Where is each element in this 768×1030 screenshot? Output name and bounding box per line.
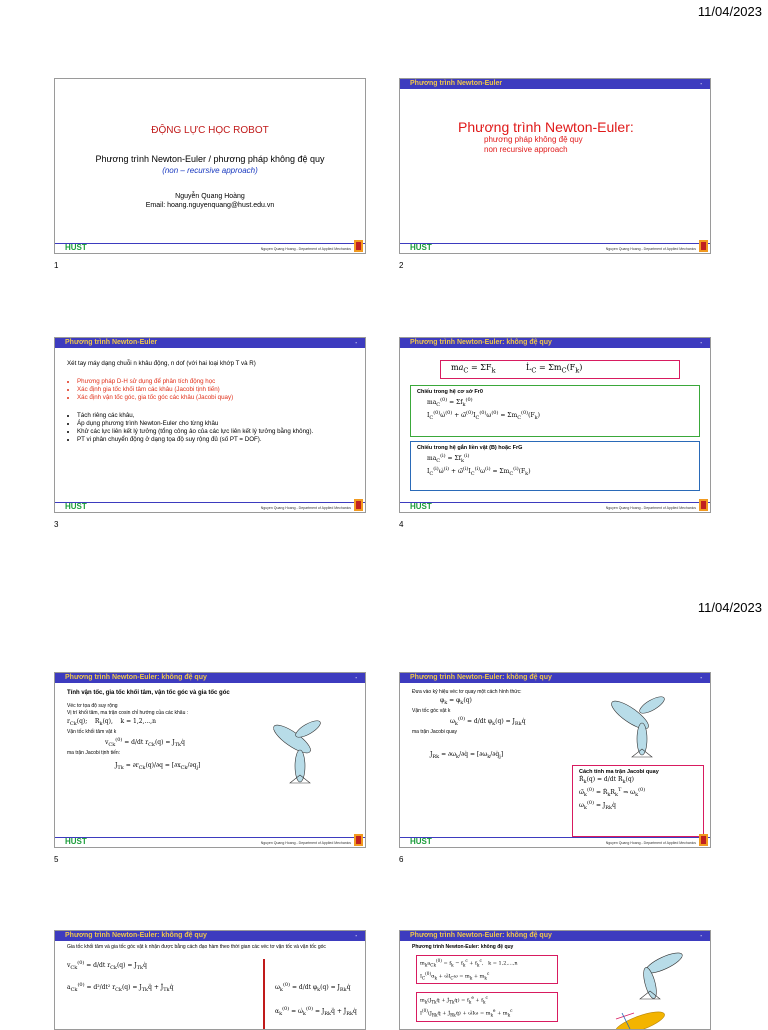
jacobian-method-box: Cách tính ma trận Jacobi quay Ṙ$_k$(q) = d/dt $R_k(q)$ $\omegã_k^{(0)}$ = $Ṙ_kR_k^T$ ⇒ $\omega_k^{(0)}$ $\omega_k^{(0)}$ = $J_{Rk}q̇$	[572, 765, 704, 837]
slide-text: Véc tơ tọa độ suy rộng	[67, 703, 118, 709]
slide-footer	[55, 502, 365, 512]
equation-box: $m_ka_{Ck}^{(0)} = f_k - f_k^c + f_k^c$, k = 1,2,...,n $I_C^{(0)}\alpha_k$ + $\omegãI_C\omega = m_k + m_k^c$	[416, 955, 558, 984]
equation: $\alpha_k^{(0)}$ = $\omegȧ_k^{(0)}$ = $J_{Rk}q̈$ + $J̇_{Rk}q̇$	[275, 1006, 357, 1018]
robot-arm-icon	[600, 943, 700, 1030]
slide-text: Vận tốc góc vật k	[412, 708, 451, 715]
slide-page-mark: -	[355, 340, 357, 346]
university-logo-icon	[354, 499, 363, 511]
email: Email: hoang.nguyenquang@hust.edu.vn	[145, 202, 275, 209]
bullet-item: • Khử các lực liên kết lý tưởng (tổng công ảo của các lực liên kết lý tưởng bằng không).	[77, 428, 353, 436]
slide-note: (non – recursive approach)	[162, 166, 258, 175]
slide-5[interactable]	[54, 672, 366, 848]
footer-credit: Nguyen Quang Hoang - Department of Applied Mechanics	[605, 506, 696, 510]
page-number: 3	[54, 520, 59, 529]
box-title: Chiếu trong hệ cơ sở Fr0	[417, 388, 483, 395]
slide-text: ma trận Jacobi tịnh tiến:	[67, 750, 121, 757]
hust-logo: HUST	[65, 837, 87, 846]
slide-page-mark: -	[700, 81, 702, 87]
equation-box: Chiếu trong hệ cơ sở Fr0 $ma_C^{(0)} = \Sigma f_k^{(0)}$ $I_C^{(0)}\omegȧ^{(0)}$ + $\omegã^{(0)}I_C^{(0)}\omega^{(0)} = \Sigma m_C^{(0)}(F_k)$	[410, 385, 700, 437]
equation-box: $m_k(J_{Tk}q̈$ + $J̇_{Tk}q̇) = f_k^e + f_k^c$ $I^{(0)}(J_{Rk}q̈$ + $J̇_{Rk}q̇$) + ω̃Iω = $m_k^e + m_k^c$	[416, 992, 558, 1021]
slide-footer	[55, 243, 365, 253]
slide-page-mark: -	[355, 675, 357, 681]
bullet-item: • PT vi phân chuyển động ở dạng tọa độ suy rộng đủ (số PT = DOF).	[77, 436, 353, 444]
page-number: 6	[399, 855, 404, 864]
author: Nguyễn Quang Hoàng	[175, 193, 245, 200]
header-title: Phương trình Newton-Euler	[65, 339, 158, 346]
header-title: Phương trình Newton-Euler: không đệ quy	[410, 932, 552, 939]
university-logo-icon	[699, 240, 708, 252]
equation: $a_{Ck}^{(0)} = d^2/dt^2$ $r_{Ck}(q)$ = $J_{Tk}q̈$ + $J̇_{Tk}q̇$	[67, 982, 174, 994]
slide-subtitle: non recursive approach	[484, 145, 568, 154]
slide-footer	[400, 837, 710, 847]
slide-footer	[400, 502, 710, 512]
page-date: 11/04/2023	[697, 600, 762, 615]
equation-box: $ma_C = \Sigma F_k$ $L̇_C = \Sigma m_C(F_k)$	[440, 360, 680, 379]
footer-credit: Nguyen Quang Hoang - Department of Applied Mechanics	[605, 841, 696, 845]
slide-page-mark: -	[700, 340, 702, 346]
hust-logo: HUST	[65, 502, 87, 511]
hust-logo: HUST	[410, 837, 432, 846]
slide-text: Gia tốc khối tâm và gia tốc góc vật k nhận được bằng cách đạo hàm theo thời gian các véc tơ vận tốc và vận tốc góc	[67, 944, 326, 950]
slide-1[interactable]	[54, 78, 366, 254]
slide-6[interactable]	[399, 672, 711, 848]
slide-text: Vị trí khối tâm, ma trận cosin chỉ hướng của các khâu :	[67, 710, 189, 716]
slide-text: Vận tốc khối tâm vật k	[67, 729, 117, 736]
bullet-item: • Áp dụng phương trình Newton-Euler cho từng khâu	[77, 420, 353, 428]
header-title: Phương trình Newton-Euler: không đệ quy	[410, 674, 552, 681]
slide-header	[400, 931, 710, 941]
slide-title: Phương trình Newton-Euler:	[458, 119, 634, 135]
slide-heading: Tính vận tốc, gia tốc khối tâm, vận tốc góc và gia tốc góc	[67, 690, 230, 696]
page-number: 5	[54, 855, 59, 864]
hust-logo: HUST	[410, 243, 432, 252]
slide-2[interactable]	[399, 78, 711, 254]
box-title: Chiếu trong hệ gắn liền vật (B) hoặc FrG	[417, 444, 523, 451]
bullet-item: • Tách riêng các khâu,	[77, 412, 353, 420]
bullet-item: • Xác định vận tốc góc, gia tốc góc các khâu (Jacobi quay)	[77, 394, 353, 402]
slide-7[interactable]	[54, 930, 366, 1030]
page-number: 1	[54, 261, 59, 270]
slide-subtitle: Phương trình Newton-Euler / phương pháp không đệ quy	[95, 154, 325, 164]
equation: $v_{Ck}^{(0)} = d/dt$ $r_{Ck}(q)$ = $J_{Tk}q̇$	[67, 960, 147, 972]
equation: $\varphi_k = \varphi_k(q)$	[440, 697, 472, 707]
slide-page-mark: -	[700, 675, 702, 681]
slide-footer	[400, 243, 710, 253]
footer-credit: Nguyen Quang Hoang - Department of Applied Mechanics	[260, 247, 351, 251]
slide-header	[55, 931, 365, 941]
box-title: Cách tính ma trận Jacobi quay	[579, 769, 659, 775]
slide-subtitle: phương pháp không đệ quy	[484, 135, 583, 144]
university-logo-icon	[699, 499, 708, 511]
slide-header	[400, 79, 710, 89]
header-title: Phương trình Newton-Euler: không đệ quy	[65, 932, 207, 939]
slide-text: ma trận Jacobi quay	[412, 729, 458, 736]
slide-8[interactable]	[399, 930, 711, 1030]
slide-title: ĐỘNG LỰC HỌC ROBOT	[151, 125, 269, 136]
slide-footer	[55, 837, 365, 847]
university-logo-icon	[354, 834, 363, 846]
university-logo-icon	[699, 834, 708, 846]
slide-page-mark: -	[700, 933, 702, 939]
page-number: 4	[399, 520, 404, 529]
bullet-item: • Xác định gia tốc khối tâm các khâu (Jacobi tịnh tiến)	[77, 386, 353, 394]
slide-header	[400, 673, 710, 683]
slide-4[interactable]	[399, 337, 711, 513]
page-number: 2	[399, 261, 404, 270]
footer-credit: Nguyen Quang Hoang - Department of Applied Mechanics	[605, 247, 696, 251]
footer-credit: Nguyen Quang Hoang - Department of Applied Mechanics	[260, 506, 351, 510]
divider	[263, 959, 265, 1029]
slide-heading: Phương trình Newton-Euler: không đệ quy	[412, 944, 514, 950]
page-date: 11/04/2023	[697, 4, 762, 19]
robot-arm-icon	[260, 711, 330, 791]
equation: $J_{Tk} = \partial r_{Ck}(q)/\partial q = [\partial x_{Ck}/\partial q_j]$	[115, 762, 201, 772]
equation: $\omega_k^{(0)} = d/dt$ $\varphi_k(q)$ = $J_{Rk}q̇$	[275, 982, 351, 994]
bullet-item: • Phương pháp D-H sử dụng để phân tích động học	[77, 378, 353, 386]
robot-arm-icon	[600, 687, 680, 767]
equation-box: Chiếu trong hệ gắn liền vật (B) hoặc FrG $ma_C^{(i)} = \Sigma f_k^{(i)}$ $I_C^{(i)}\omegȧ^{(i)}$ + $\omegã^{(i)}I_C^{(i)}\omega^{(i)} = \Sigma m_C^{(i)}(F_k)$	[410, 441, 700, 491]
equation: $v_{Ck}^{(0)} = d/dt$ $r_{Ck}(q)$ = $J_{Tk}q̇$	[105, 737, 185, 749]
hust-logo: HUST	[410, 502, 432, 511]
slide-header	[55, 673, 365, 683]
header-title: Phương trình Newton-Euler	[410, 80, 503, 87]
university-logo-icon	[354, 240, 363, 252]
slide-intro: Xét tay máy dạng chuỗi n khâu động, n dof (với hai loại khớp T và R)	[67, 360, 256, 367]
footer-credit: Nguyen Quang Hoang - Department of Applied Mechanics	[260, 841, 351, 845]
slide-header	[55, 338, 365, 348]
header-title: Phương trình Newton-Euler: không đệ quy	[410, 339, 552, 346]
slide-text: Đưa vào ký hiệu véc tơ quay một cách hình thức:	[412, 689, 522, 695]
header-title: Phương trình Newton-Euler: không đệ quy	[65, 674, 207, 681]
equation: $\omega_k^{(0)} = d/dt$ $\varphi_k(q)$ = $J_{Rk}q̇$	[450, 716, 526, 728]
slide-3[interactable]	[54, 337, 366, 513]
equation: $r_{Ck}(q)$; $R_k(q)$, k = 1,2,...,n	[67, 718, 156, 728]
hust-logo: HUST	[65, 243, 87, 252]
equation: $J_{Rk}$ = $\partial\omega_k/\partial q̇$ = $[\partial\omega_k/\partial q̇_j]$	[430, 751, 504, 761]
slide-header	[400, 338, 710, 348]
slide-page-mark: -	[355, 933, 357, 939]
